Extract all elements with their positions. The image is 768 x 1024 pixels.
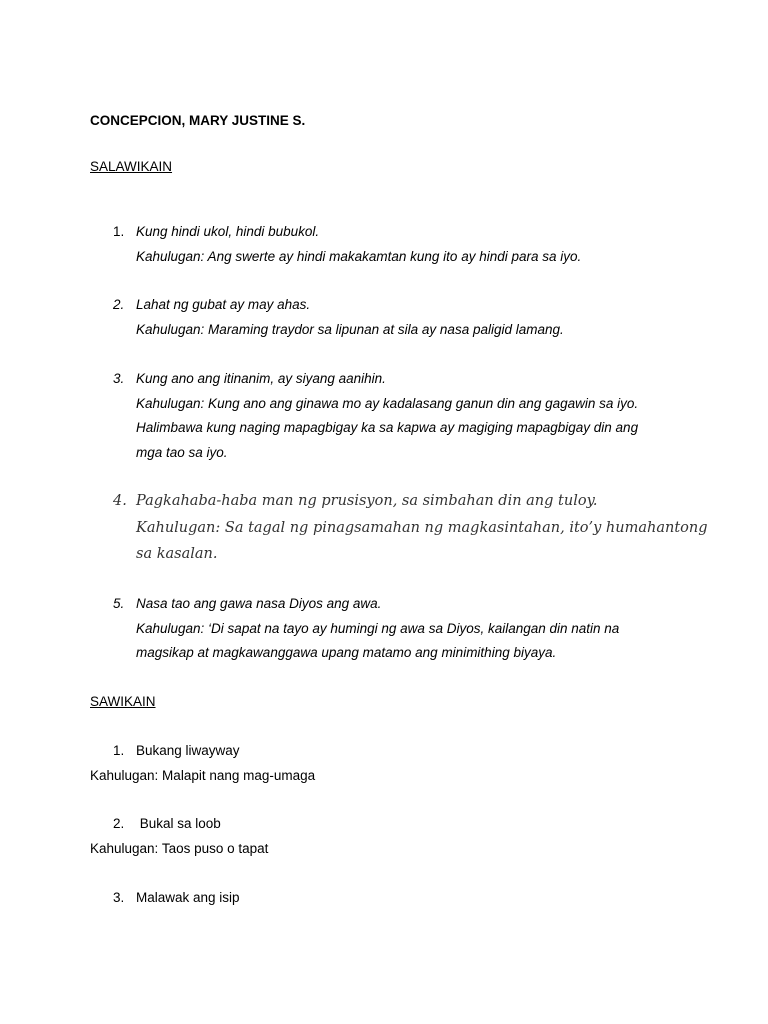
proverb-text: Pagkahaba-haba man ng prusisyon, sa simbahan din ang tuloy. xyxy=(136,493,598,509)
proverb-meaning-continued: sa kasalan. xyxy=(136,546,218,562)
item-number: 5. xyxy=(113,596,125,611)
idiom-phrase xyxy=(113,886,710,911)
salawikain-item-4 xyxy=(90,488,710,568)
idiom-text: Bukang liwayway xyxy=(136,743,240,758)
idiom-text: Bukal sa loob xyxy=(136,816,221,831)
item-number: 3. xyxy=(113,890,125,905)
proverb-meaning-continued: magsikap at magkawanggawa upang matamo ang minimithing biyaya. xyxy=(136,645,557,660)
idiom-phrase xyxy=(113,812,710,837)
proverb-meaning-continued: Halimbawa kung naging mapagbigay ka sa kapwa ay magiging mapagbigay din ang xyxy=(136,420,639,435)
proverb-text: Lahat ng gubat ay may ahas. xyxy=(136,297,311,312)
sawikain-item-3 xyxy=(90,886,710,911)
item-number: 3. xyxy=(113,371,125,386)
item-number: 4. xyxy=(113,493,127,509)
idiom-text: Malawak ang isip xyxy=(136,890,240,905)
idiom-phrase xyxy=(113,739,710,764)
proverb-text: Kung ano ang itinanim, ay siyang aanihin. xyxy=(136,371,386,386)
item-number: 2. xyxy=(113,297,125,312)
proverb-text: Kung hindi ukol, hindi bubukol. xyxy=(136,224,320,239)
proverb-meaning: Kahulugan: ‘Di sapat na tayo ay humingi ng awa sa Diyos, kailangan din natin na xyxy=(136,620,620,636)
proverb-meaning-continued: mga tao sa iyo. xyxy=(136,444,228,460)
item-number: 1. xyxy=(113,224,125,239)
proverb-text: Nasa tao ang gawa nasa Diyos ang awa. xyxy=(136,596,382,611)
idiom-meaning: Kahulugan: Malapit nang mag-umaga xyxy=(90,767,316,783)
salawikain-item-5 xyxy=(90,592,710,666)
idiom-meaning: Kahulugan: Taos puso o tapat xyxy=(90,840,269,856)
sawikain-heading: SAWIKAIN xyxy=(90,694,156,709)
salawikain-item-2 xyxy=(90,293,710,342)
proverb-meaning: Kahulugan: Sa tagal ng pinagsamahan ng magkasintahan, ito’y humahantong xyxy=(136,519,708,536)
salawikain-item-3 xyxy=(90,367,710,465)
sawikain-item-1 xyxy=(90,739,710,788)
proverb-meaning: Kahulugan: Kung ano ang ginawa mo ay kadalasang ganun din ang gagawin sa iyo. xyxy=(136,395,639,411)
proverb-meaning: Kahulugan: Ang swerte ay hindi makakamtan kung ito ay hindi para sa iyo. xyxy=(136,248,582,264)
salawikain-heading: SALAWIKAIN xyxy=(90,159,173,174)
item-number: 1. xyxy=(113,743,125,758)
sawikain-item-2 xyxy=(90,812,710,861)
author-name: CONCEPCION, MARY JUSTINE S. xyxy=(90,113,306,128)
proverb-meaning: Kahulugan: Maraming traydor sa lipunan at sila ay nasa paligid lamang. xyxy=(136,321,564,337)
salawikain-item-1 xyxy=(90,220,710,269)
item-number: 2. xyxy=(113,816,125,831)
